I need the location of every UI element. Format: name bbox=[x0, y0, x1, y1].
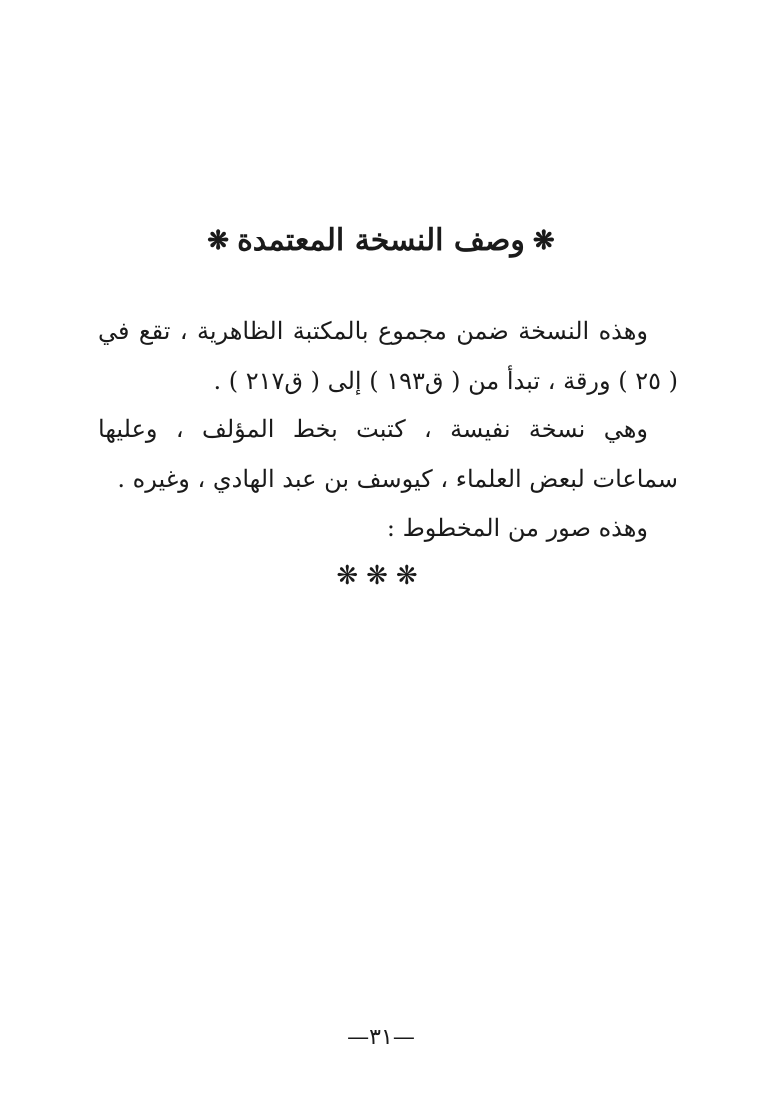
section-heading bbox=[0, 218, 762, 263]
paragraph-manuscript-description: وهي نسخة نفيسة ، كتبت بخط المؤلف ، وعليها سماعات لبعض العلماء ، كيوسف بن عبد الهادي ، وغيره . bbox=[98, 415, 678, 493]
ornament-divider: ❋❋❋ bbox=[336, 561, 426, 591]
page-number: —٣١— bbox=[347, 1025, 415, 1050]
ornament-star-icon: ❋ bbox=[207, 226, 230, 256]
section-title: وصف النسخة المعتمدة bbox=[237, 223, 525, 258]
ornament-star-icon: ❋ bbox=[532, 226, 555, 256]
paragraph-images-intro: وهذه صور من المخطوط : bbox=[386, 514, 648, 542]
paragraph-manuscript-location: وهذه النسخة ضمن مجموع بالمكتبة الظاهرية ، تقع في ( ٢٥ ) ورقة ، تبدأ من ( ق١٩٣ ) إلى ( ق٢١٧ ) . bbox=[98, 317, 678, 395]
